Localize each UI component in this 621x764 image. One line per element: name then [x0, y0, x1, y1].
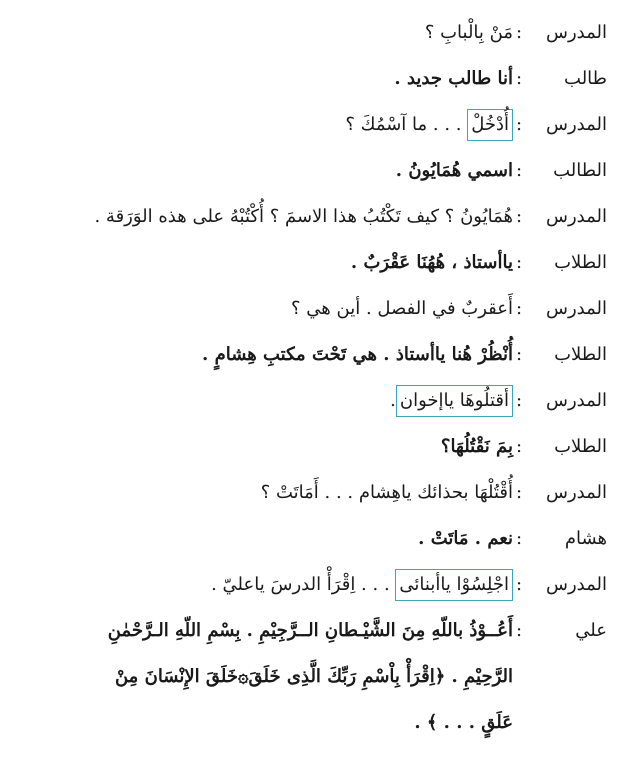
- speaker-label: علي: [575, 620, 607, 641]
- dialogue-line-5: [7, 194, 607, 240]
- utterance: اسمي هُمَايُونُ .: [395, 160, 513, 181]
- speaker-label: المدرس: [545, 574, 607, 595]
- speaker-label: طالب: [564, 68, 607, 89]
- utterance-rest: . . . ما آسْمُكَ ؟: [345, 114, 468, 135]
- utterance: أُنْظُرْ هُنا ياأستاذ . هي تَحْتَ مكتبِ هِشامٍ .: [202, 344, 513, 365]
- utterance: [345, 102, 513, 148]
- utterance: ياأستاذ ، هُهُنَا عَقْرَبٌ .: [350, 252, 513, 273]
- separator: :: [515, 114, 523, 135]
- speaker-label: هشام: [564, 528, 607, 549]
- utterance: أنا طالب جديد .: [394, 68, 513, 89]
- separator: :: [515, 390, 523, 411]
- speaker-label: المدرس: [545, 390, 607, 411]
- speaker-label: الطلاب: [554, 344, 607, 365]
- dialogue-line-9: [7, 378, 607, 424]
- speaker-label: المدرس: [545, 298, 607, 319]
- separator: :: [515, 344, 523, 365]
- utterance: أَعقربٌ في الفصل . أين هي ؟: [291, 298, 513, 319]
- separator: :: [515, 482, 523, 503]
- highlighted-phrase: اجْلِسُوْا ياأبنائى: [395, 569, 513, 601]
- utterance: مَنْ بِالْبابِ ؟: [424, 22, 513, 43]
- separator: :: [515, 298, 523, 319]
- dialogue-line-4: [7, 148, 607, 194]
- utterance: نعم . مَاتَتْ .: [418, 528, 513, 549]
- utterance: [390, 378, 513, 424]
- dialogue-line-10: [7, 424, 607, 470]
- utterance-rest: . . . اِقْرَأْ الدرسَ ياعليّ .: [211, 574, 396, 595]
- speaker-label: المدرس: [545, 22, 607, 43]
- dialogue-line-6: [7, 240, 607, 286]
- utterance: هُمَايُونُ ؟ كيف تَكْتُبُ هذا الاسمَ ؟ أُكْتُبْهُ على هذه الوَرَقة .: [94, 206, 513, 227]
- highlighted-phrase: أُدْخُلْ: [467, 109, 513, 141]
- dialogue-line-3: [7, 102, 607, 148]
- separator: :: [515, 436, 523, 457]
- dialogue-line-final: [7, 608, 607, 746]
- separator: :: [515, 620, 523, 641]
- dialogue-line-7: [7, 286, 607, 332]
- speaker-label: الطالب: [553, 160, 607, 181]
- dialogue-line-11: [7, 470, 607, 516]
- separator: :: [515, 528, 523, 549]
- utterance-rest: .: [390, 390, 396, 411]
- utterance: أُقْتُلْهَا بحذائك ياهِشام . . . أَمَاتَتْ ؟: [260, 482, 513, 503]
- speaker-label: المدرس: [545, 114, 607, 135]
- speaker-label: الطلاب: [554, 436, 607, 457]
- speaker-label: المدرس: [545, 482, 607, 503]
- separator: :: [515, 68, 523, 89]
- separator: :: [515, 574, 523, 595]
- speaker-label: المدرس: [545, 206, 607, 227]
- dialogue-line-2: [7, 56, 607, 102]
- dialogue-line-8: [7, 332, 607, 378]
- highlighted-phrase: أقتلُوهَا ياإخوان: [396, 385, 513, 417]
- separator: :: [515, 252, 523, 273]
- dialogue-line-1: [7, 10, 607, 56]
- utterance: [211, 562, 513, 608]
- quran-line-1: أَعُــوْذُ باللّهِ مِنَ الشَّيْـطانِ الــرَّجِيْمِ . بِسْمِ اللّهِ الـرَّحْمٰنِ: [107, 620, 513, 641]
- separator: :: [515, 22, 523, 43]
- separator: :: [515, 160, 523, 181]
- quran-line-2: الرَّحِيْمِ . ﴿اِقْرَأْ بِاْسْمِ رَبِّكَ الَّذِى خَلَقَ۞خَلَقَ الإِنْسَانَ مِنْ: [114, 666, 513, 687]
- utterance: بِمَ نَقْتُلُهَا؟: [440, 436, 513, 457]
- dialogue-page: [7, 10, 607, 746]
- separator: :: [515, 206, 523, 227]
- quran-line-3: عَلَقٍ . . . ﴾ .: [414, 712, 513, 733]
- dialogue-line-13: [7, 562, 607, 608]
- dialogue-line-12: [7, 516, 607, 562]
- speaker-label: الطلاب: [554, 252, 607, 273]
